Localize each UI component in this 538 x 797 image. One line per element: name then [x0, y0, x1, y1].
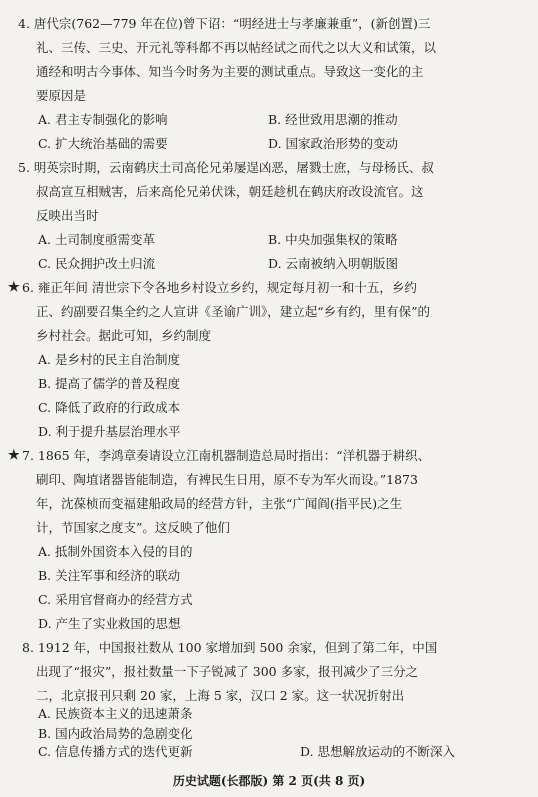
question-text-line: 7. 1865 年，李鸿章奏请设立江南机器制造总局时指出：“洋机器于耕织、: [22, 448, 431, 463]
question-text-line: 乡村社会。据此可知，乡约制度: [36, 328, 212, 343]
question-text-line: 通经和明古今事体、知当今时务为主要的测试重点。导致这一变化的主: [36, 64, 424, 79]
option-c: C. 扩大统治基础的需要: [38, 136, 168, 151]
question-text-line: 反映出当时: [36, 208, 99, 223]
option-d: D. 云南被纳入明朝版图: [268, 256, 399, 271]
question-text-line: 出现了“报灾”，报社数量一下子锐减了 300 多家，报刊减少了三分之: [36, 664, 419, 679]
question-text-line: 年，沈葆桢而变福建船政局的经营方针，主张“广闻阎(指平民)之生: [36, 496, 403, 511]
option-c: C. 信息传播方式的迭代更新: [38, 744, 193, 759]
option-c: C. 民众拥护改土归流: [38, 256, 156, 271]
option-b: B. 国内政治局势的急剧变化: [38, 726, 193, 741]
question-text-line: 8. 1912 年，中国报社数从 100 家增加到 500 余家，但到了第二年，中国: [22, 640, 438, 655]
option-d: D. 思想解放运动的不断深入: [300, 744, 456, 759]
option-b: B. 中央加强集权的策略: [268, 232, 398, 247]
option-d: D. 利于提升基层治理水平: [38, 424, 181, 439]
question-text-line: 正、约副要召集全约之人宣讲《圣谕广训》，建立起“乡有约，里有保”的: [36, 304, 431, 319]
question-text-line: 6. 雍正年间 清世宗下令各地乡村设立乡约，规定每月初一和十五，乡约: [22, 280, 417, 295]
question-text-line: 刷印、陶埴诸器皆能制造，有裨民生日用，原不专为军火而设。”1873: [36, 472, 418, 487]
option-b: B. 提高了儒学的普及程度: [38, 376, 181, 391]
option-a: A. 民族资本主义的迅速萧条: [38, 706, 193, 721]
question-text-line: 计，节国家之度支”。这反映了他们: [36, 520, 230, 535]
option-b: B. 关注军事和经济的联动: [38, 568, 181, 583]
question-text-line: 二，北京报刊只剩 20 家，上海 5 家，汉口 2 家。这一状况折射出: [36, 688, 405, 703]
question-text-line: 5. 明英宗时期，云南鹤庆土司高伦兄弟屡逞凶恶，屠戮士庶，与母杨氏、叔: [18, 160, 434, 175]
page-footer: 历史试题(长郡版) 第 2 页(共 8 页): [172, 774, 366, 788]
question-text-line: 要原因是: [36, 88, 87, 103]
question-text-line: 礼、三传、三史、开元礼等科都不再以帖经试之而代之以大义和试策，以: [36, 40, 437, 55]
option-a: A. 抵制外国资本入侵的目的: [38, 544, 193, 559]
option-b: B. 经世致用思潮的推动: [268, 112, 398, 127]
option-a: A. 君主专制强化的影响: [38, 112, 168, 127]
star-mark: ★: [8, 280, 20, 295]
option-c: C. 采用官督商办的经营方式: [38, 592, 193, 607]
star-mark: ★: [8, 448, 20, 463]
option-d: D. 产生了实业救国的思想: [38, 616, 181, 631]
option-d: D. 国家政治形势的变动: [268, 136, 399, 151]
question-text-line: 叔高宣互相贼害，后来高伦兄弟伏诛，朝廷趁机在鹤庆府改设流官。这: [36, 184, 424, 199]
option-a: A. 是乡村的民主自治制度: [38, 352, 180, 367]
option-a: A. 土司制度亟需变革: [38, 232, 155, 247]
question-text-line: 4. 唐代宗(762—779 年在位)曾下诏：“明经进士与孝廉兼重”，(新创置)三: [18, 16, 431, 31]
option-c: C. 降低了政府的行政成本: [38, 400, 181, 415]
